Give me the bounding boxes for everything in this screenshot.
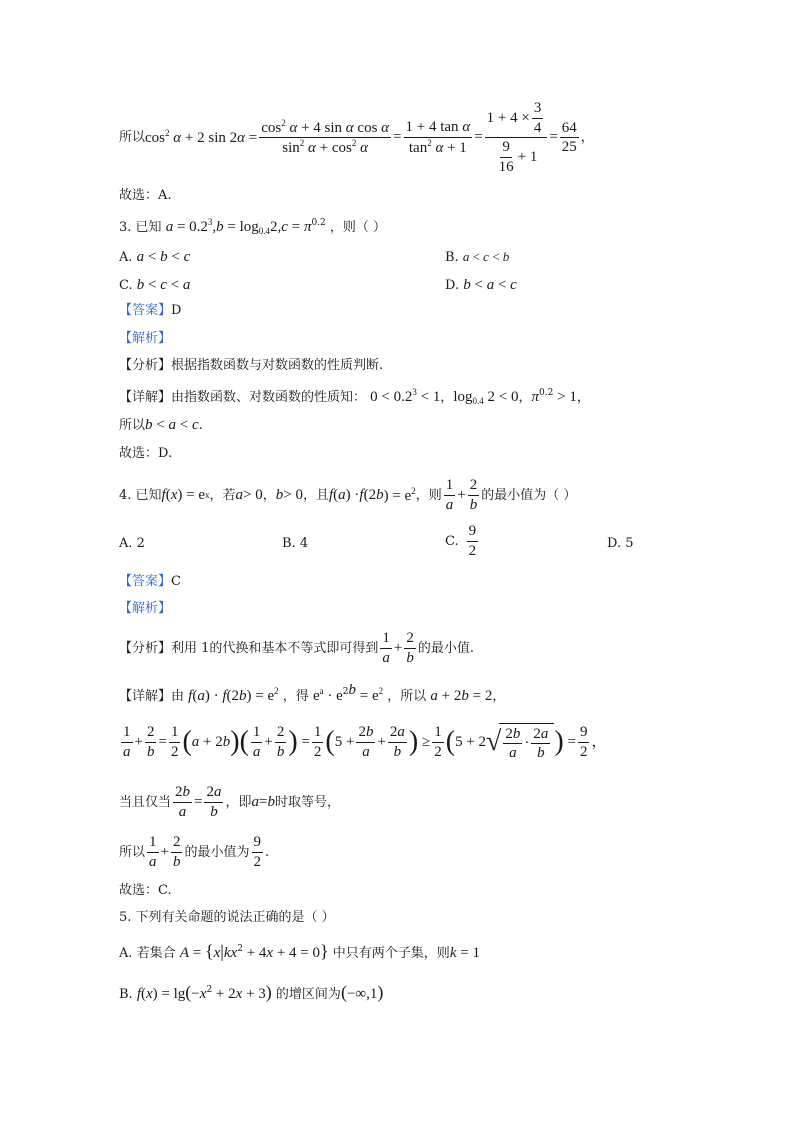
fenxi-4: 【分析】 利用 1的代换和基本不等式即可得到 $\frac{1}{a}$ + $\frac{2}{b}$ 的最小值. — [119, 630, 475, 666]
question-3-stem: 3. 已知 $a = 0.2^3,b = \log_{0.4}2,c = \pi^{0.2}$ ，则（ ） — [119, 217, 387, 236]
text-comma: ， — [580, 130, 594, 145]
option-5b[interactable]: B. $f(x) = \lg(-x^2 + 2x + 3)$ 的增区间为(−∞,1) — [119, 982, 384, 1002]
option-4a[interactable]: A. 2 — [119, 536, 145, 551]
option-3c[interactable]: C. b < c < a — [119, 277, 191, 293]
option-5a[interactable]: A. 若集合 $A = \{x|kx^2 + 4x + 4 = 0\}$ 中只有两个子集，则k = 1 — [119, 941, 480, 961]
answer-4: 【答案】C — [119, 574, 181, 589]
option-4d[interactable]: D. 5 — [607, 536, 634, 551]
option-3d[interactable]: D. b < a < c — [445, 277, 517, 293]
option-4b[interactable]: B. 4 — [282, 536, 309, 551]
option-3a[interactable]: A. a < b < c — [119, 249, 191, 265]
option-4c[interactable]: C. $\frac{9}{2}$ — [445, 523, 477, 559]
fenxi-3: 【分析】根据指数函数与对数函数的性质判断. — [119, 358, 384, 373]
question-4-stem: 4. 已知 f ( x ) = e x ，若 a > 0 ， b > 0 ，且 f ( a ) · f (2 b ) = $e^2$ ，则 $\frac{1}{a}$ + $\frac{2}{b}$ 的最小值为（ ） — [119, 477, 577, 513]
math-frac-3: 1 + 4 × $\frac{3}{4}$ $\frac{9}{16}$ + 1 — [485, 100, 548, 175]
math-frac-4: $\frac{64}{25}$ — [561, 119, 577, 155]
answer-label: 【答案】 — [119, 303, 172, 318]
jiexi-3: 【解析】 — [119, 331, 172, 346]
select-3: 故选：D. — [119, 446, 173, 461]
math-q3: a — [165, 219, 174, 235]
math-frac-1: $\frac{\cos^2 \alpha + 4 \sin \alpha \cos \alpha}{\sin^2 \alpha + \cos^2 \alpha}$ — [261, 117, 390, 156]
text-select-a: 故选：A. — [119, 188, 172, 203]
select-4: 故选：C. — [119, 883, 172, 898]
answer-3: 【答案】D — [119, 303, 182, 318]
question-5-stem: 5. 下列有关命题的说法正确的是（ ） — [119, 910, 335, 925]
inequality-line: $\frac{1}{a}$ + $\frac{2}{b}$ = $\frac{1}{2}$ ( a + 2 b ) ( $\frac{1}{a}$ + $\frac{2}{b}$ ) = $\frac{1}{2}$ ( 5 + $\frac{2b}{a}$ + $\frac{2a}{b}$ ) ≥ $\frac{1}{2}$ ( 5 + 2 √ $\frac{2b}{a}$ · $\frac{2a}{b}$ ) = $\frac{9}{2}$ ， — [123, 724, 607, 761]
jiexi-4: 【解析】 — [119, 601, 172, 616]
math-lhs: $\cos^2 \alpha + 2$ sin 2α = — [145, 128, 258, 146]
xiangjie-3: 【详解】由指数函数、对数函数的性质知： $0 < 0.2^3 < 1$，$\log_{0.4} 2 < 0$，$\pi^{0.2} > 1$， — [119, 387, 590, 406]
conclusion-3: 所以b < a < c. — [119, 417, 203, 433]
equality-condition: 当且仅当 $\frac{2b}{a}$ = $\frac{2a}{b}$ ，即 a = b 时取等号， — [119, 784, 340, 820]
text-suoyi: 所以 — [119, 130, 146, 145]
equation-line-1: 所以 $\cos^2 \alpha + 2$ sin 2α = $\frac{\cos^2 \alpha + 4 \sin \alpha \cos \alpha}{\sin^2 \alpha + \cos^2 \alpha}$ = $\frac{\text{1 + 4 tan α}}{\tan^2 \alpha + 1}$ = 1 + 4 × $\frac{3}{4}$ $\frac{9}{16}$ + 1 = $\frac{64}{25}$ ， — [119, 100, 594, 175]
xiangjie-4: 【详解】由 $f(a) \cdot f(2b) = e^2$ ，得 $e^a \cdot e^{2b} = e^2$ ，所以 a + 2b = 2， — [119, 682, 506, 704]
option-3b[interactable]: B. a < c < b — [445, 249, 510, 265]
math-frac-2: $\frac{\text{1 + 4 tan α}}{\tan^2 \alpha + 1}$ — [405, 119, 471, 156]
conclusion-4: 所以 $\frac{1}{a}$ + $\frac{2}{b}$ 的最小值为 $\frac{9}{2}$ . — [119, 834, 270, 870]
